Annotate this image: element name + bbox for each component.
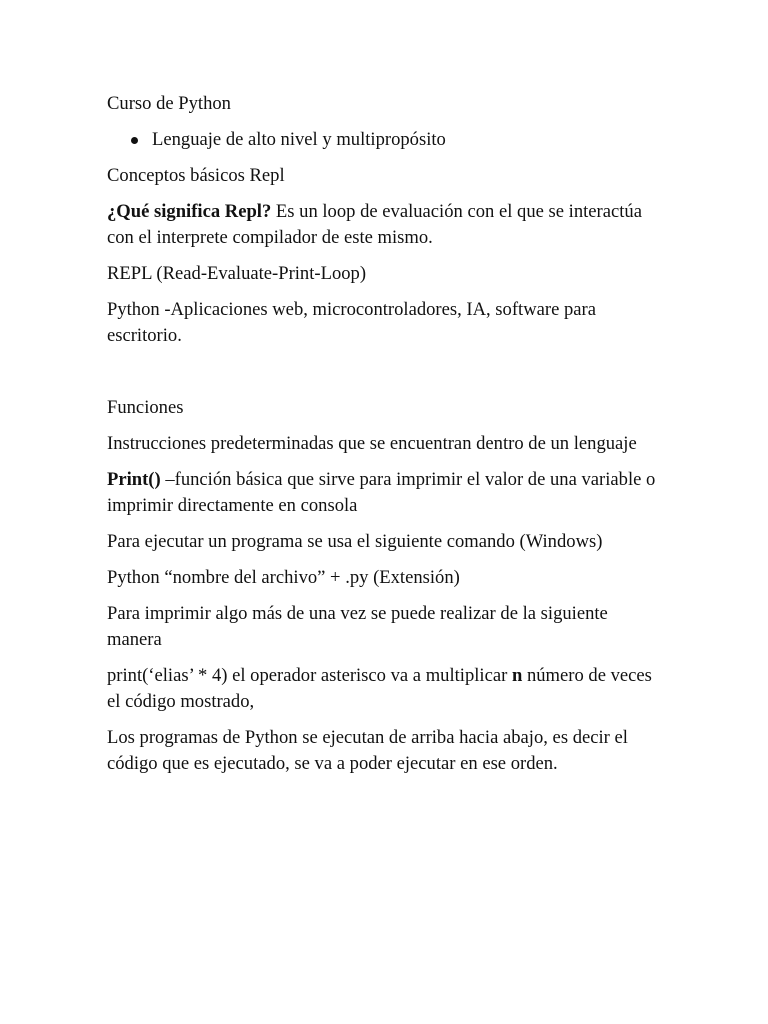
repeat-code-after: número de veces el código mostrado,	[107, 665, 652, 712]
funciones-definition: Instrucciones predeterminadas que se encuentran dentro de un lenguaje	[107, 433, 637, 454]
paragraph-python-uses	[107, 297, 667, 349]
repeat-code-bold: n	[511, 665, 523, 686]
run-intro: Para ejecutar un programa se usa el siguiente comando (Windows)	[107, 531, 603, 552]
repl-answer: Es un loop de evaluación con el que se interactúa con el interprete compilador de este mismo.	[107, 201, 642, 248]
heading-repl: Conceptos básicos Repl	[107, 165, 285, 186]
print-description: –función básica que sirve para imprimir el valor de una variable o imprimir directamente en consola	[107, 469, 656, 516]
repeat-code-before: print(‘elias’ * 4) el operador asterisco va a multiplicar	[107, 665, 512, 686]
repeat-intro: Para imprimir algo más de una vez se puede realizar de la siguiente manera	[107, 603, 608, 650]
bullet-list	[107, 127, 667, 153]
python-uses: Aplicaciones web, microcontroladores, IA, software para escritorio.	[107, 299, 596, 346]
document-title: Curso de Python	[107, 93, 231, 114]
spacer	[107, 359, 667, 395]
repl-question: ¿Qué significa Repl?	[107, 201, 272, 222]
python-prefix: Python -	[107, 299, 171, 320]
repl-acronym: REPL (Read-Evaluate-Print-Loop)	[107, 263, 367, 284]
bullet-dot-icon	[131, 137, 138, 144]
paragraph-repl-definition	[107, 199, 667, 251]
paragraph-print	[107, 467, 667, 519]
print-label: Print()	[107, 469, 161, 490]
heading-funciones: Funciones	[107, 397, 184, 418]
run-command: Python “nombre del archivo” + .py (Extensión)	[107, 567, 460, 588]
bullet-text: Lenguaje de alto nivel y multipropósito	[152, 129, 446, 150]
document-body	[107, 91, 667, 787]
paragraph-repeat-code	[107, 663, 667, 715]
order-note: Los programas de Python se ejecutan de arriba hacia abajo, es decir el código que es ejecutado, se va a poder ejecutar en ese orden.	[107, 727, 628, 774]
bullet-item	[107, 127, 667, 153]
